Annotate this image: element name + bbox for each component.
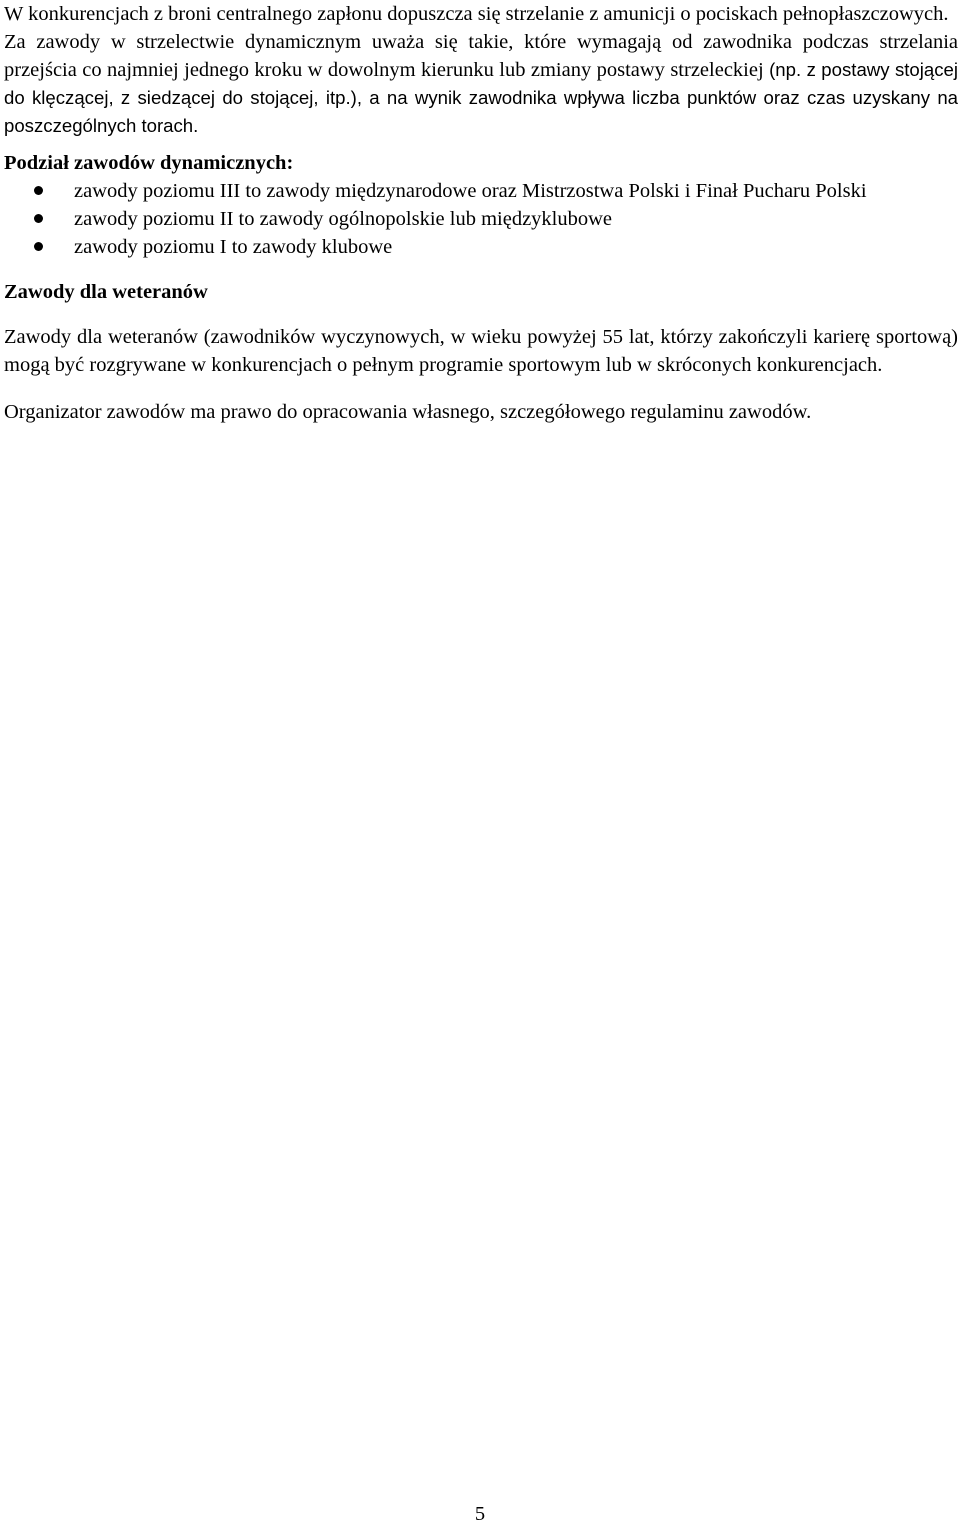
- veterans-heading: Zawody dla weteranów: [4, 281, 208, 303]
- list-item-text: zawody poziomu I to zawody klubowe: [74, 236, 393, 258]
- paragraph-dynamic-definition-part1: Za zawody w strzelectwie dynamicznym uważa się takie, które wymagają od zawodnika podczas strzelania przejścia co najmniej jednego kroku w dowolnym kierunku lub zmiany postawy strzeleckiej: [4, 31, 958, 81]
- list-item: [4, 233, 958, 261]
- division-heading: Podział zawodów dynamicznych:: [4, 152, 294, 174]
- bullet-icon: [34, 242, 43, 251]
- page-number: 5: [474, 1503, 486, 1525]
- list-item-text: zawody poziomu II to zawody ogólnopolskie lub międzyklubowe: [74, 208, 613, 230]
- list-item: [4, 177, 958, 205]
- organizer-paragraph: Organizator zawodów ma prawo do opracowania własnego, szczegółowego regulaminu zawodów.: [4, 401, 812, 423]
- bullet-icon: [34, 214, 43, 223]
- bullet-icon: [34, 186, 43, 195]
- paragraph-dynamic-definition-part2: (np. z postawy stojącej do klęczącej, z siedzącej do stojącej, itp.), a na wynik zawodnika wpływa liczba punktów oraz czas uzyskany na poszczególnych torach.: [4, 59, 959, 136]
- list-item-text: zawody poziomu III to zawody międzynarodowe oraz Mistrzostwa Polski i Finał Pucharu Polski: [74, 180, 867, 202]
- paragraph-ammunition: W konkurencjach z broni centralnego zapłonu dopuszcza się strzelanie z amunicji o pociskach pełnopłaszczowych.: [4, 3, 949, 25]
- list-item: [4, 205, 958, 233]
- division-list: [4, 177, 958, 261]
- veterans-paragraph: Zawody dla weteranów (zawodników wyczynowych, w wieku powyżej 55 lat, którzy zakończyli karierę sportową) mogą być rozgrywane w konkurencjach o pełnym programie sportowym lub w skróconych konkurencjach.: [4, 326, 958, 376]
- paragraph-dynamic-definition: [4, 28, 958, 140]
- document-page: [4, 0, 958, 426]
